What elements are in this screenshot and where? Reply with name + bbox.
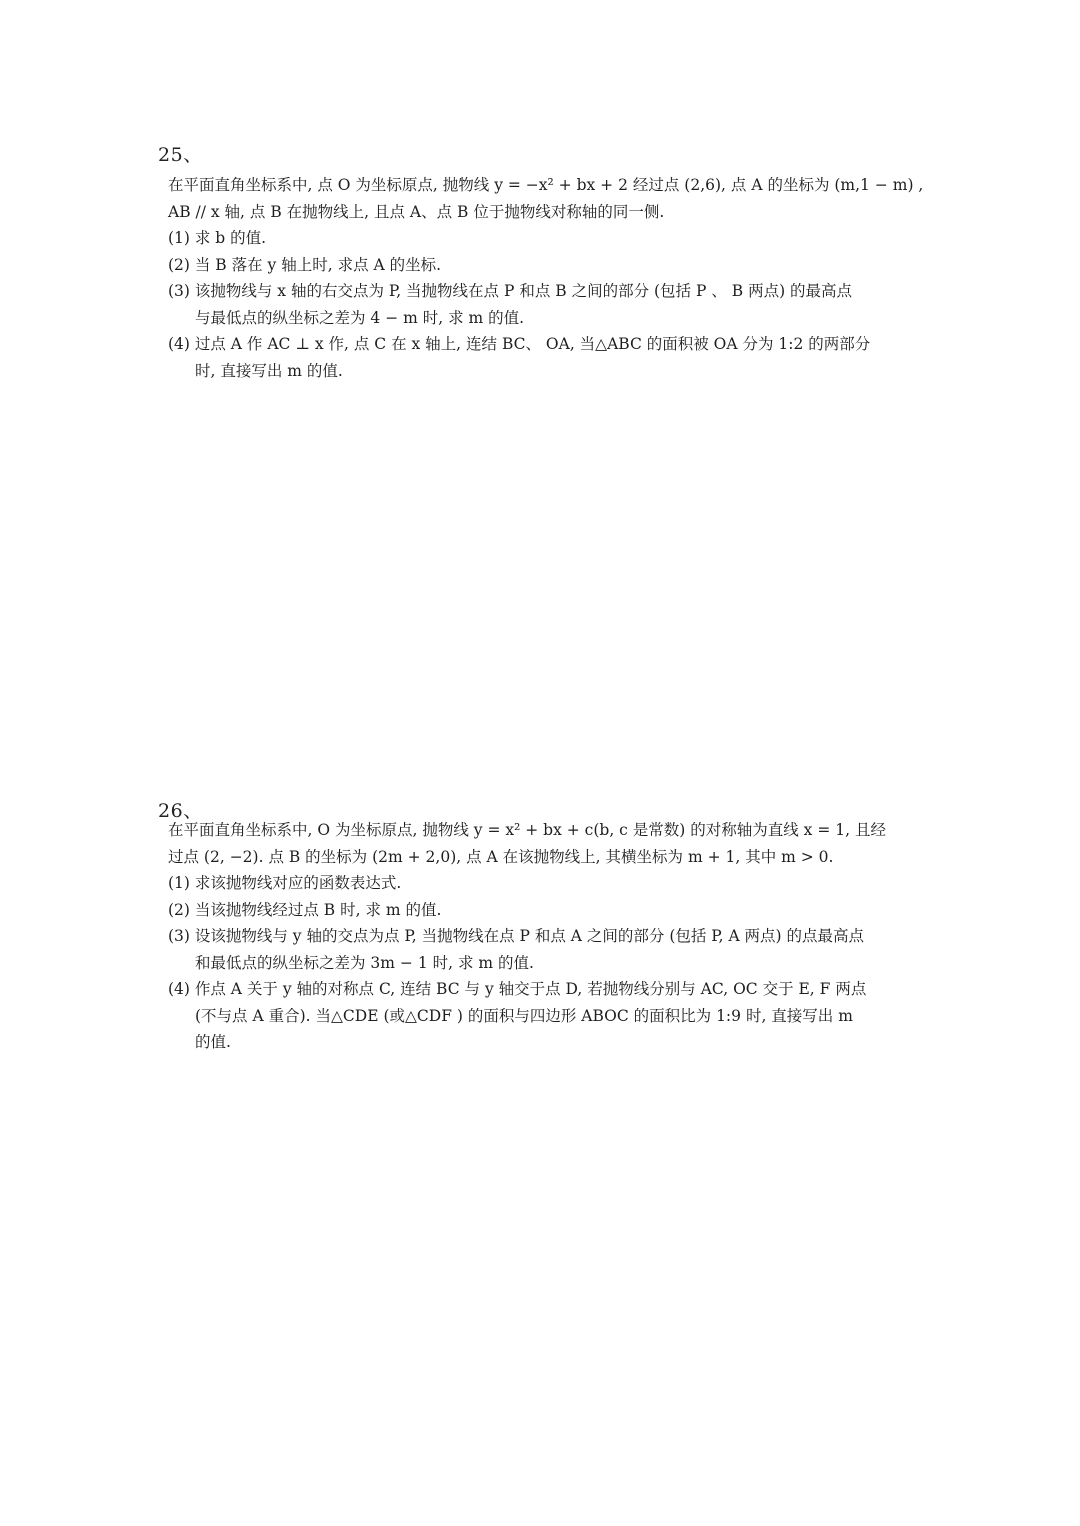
question-1: (1) 求该抛物线对应的函数表达式.: [168, 874, 402, 892]
problem-body: [168, 172, 958, 384]
question-1: (1) 求 b 的值.: [168, 229, 267, 247]
question-3-continued: 和最低点的纵坐标之差为 3m − 1 时, 求 m 的值.: [195, 953, 534, 972]
question-2: (2) 当 B 落在 y 轴上时, 求点 A 的坐标.: [168, 255, 442, 274]
question-4-continued: 的值.: [195, 1033, 231, 1051]
problem-body: [168, 817, 958, 1056]
question-4: (4) 过点 A 作 AC ⊥ x 作, 点 C 在 x 轴上, 连结 BC、 OA, 当△ABC 的面积被 OA 分为 1:2 的两部分: [168, 335, 871, 353]
problem-number: 25、: [158, 144, 203, 166]
question-4-continued: 时, 直接写出 m 的值.: [195, 361, 343, 380]
question-4: (4) 作点 A 关于 y 轴的对称点 C, 连结 BC 与 y 轴交于点 D, 若抛物线分别与 AC, OC 交于 E, F 两点: [168, 980, 867, 998]
problem-text-line: AB // x 轴, 点 B 在抛物线上, 且点 A、点 B 位于抛物线对称轴的同一侧.: [168, 202, 665, 221]
question-4-continued: (不与点 A 重合). 当△CDE (或△CDF ) 的面积与四边形 ABOC 的面积比为 1:9 时, 直接写出 m: [195, 1006, 853, 1025]
problem-text-line: 在平面直角坐标系中, O 为坐标原点, 抛物线 y = x² + bx + c(b, c 是常数) 的对称轴为直线 x = 1, 且经: [168, 821, 886, 839]
question-3: (3) 该抛物线与 x 轴的右交点为 P, 当抛物线在点 P 和点 B 之间的部分 (包括 P 、 B 两点) 的最高点: [168, 282, 853, 300]
problem-number: 26、: [158, 800, 203, 822]
question-3: (3) 设该抛物线与 y 轴的交点为点 P, 当抛物线在点 P 和点 A 之间的部分 (包括 P, A 两点) 的点最高点: [168, 927, 865, 945]
problem-text-line: 在平面直角坐标系中, 点 O 为坐标原点, 抛物线 y = −x² + bx + 2 经过点 (2,6), 点 A 的坐标为 (m,1 − m) ,: [168, 176, 924, 194]
question-3-continued: 与最低点的纵坐标之差为 4 − m 时, 求 m 的值.: [195, 308, 525, 327]
question-2: (2) 当该抛物线经过点 B 时, 求 m 的值.: [168, 900, 442, 919]
problem-text-line: 过点 (2, −2). 点 B 的坐标为 (2m + 2,0), 点 A 在该抛物线上, 其横坐标为 m + 1, 其中 m > 0.: [168, 847, 834, 866]
